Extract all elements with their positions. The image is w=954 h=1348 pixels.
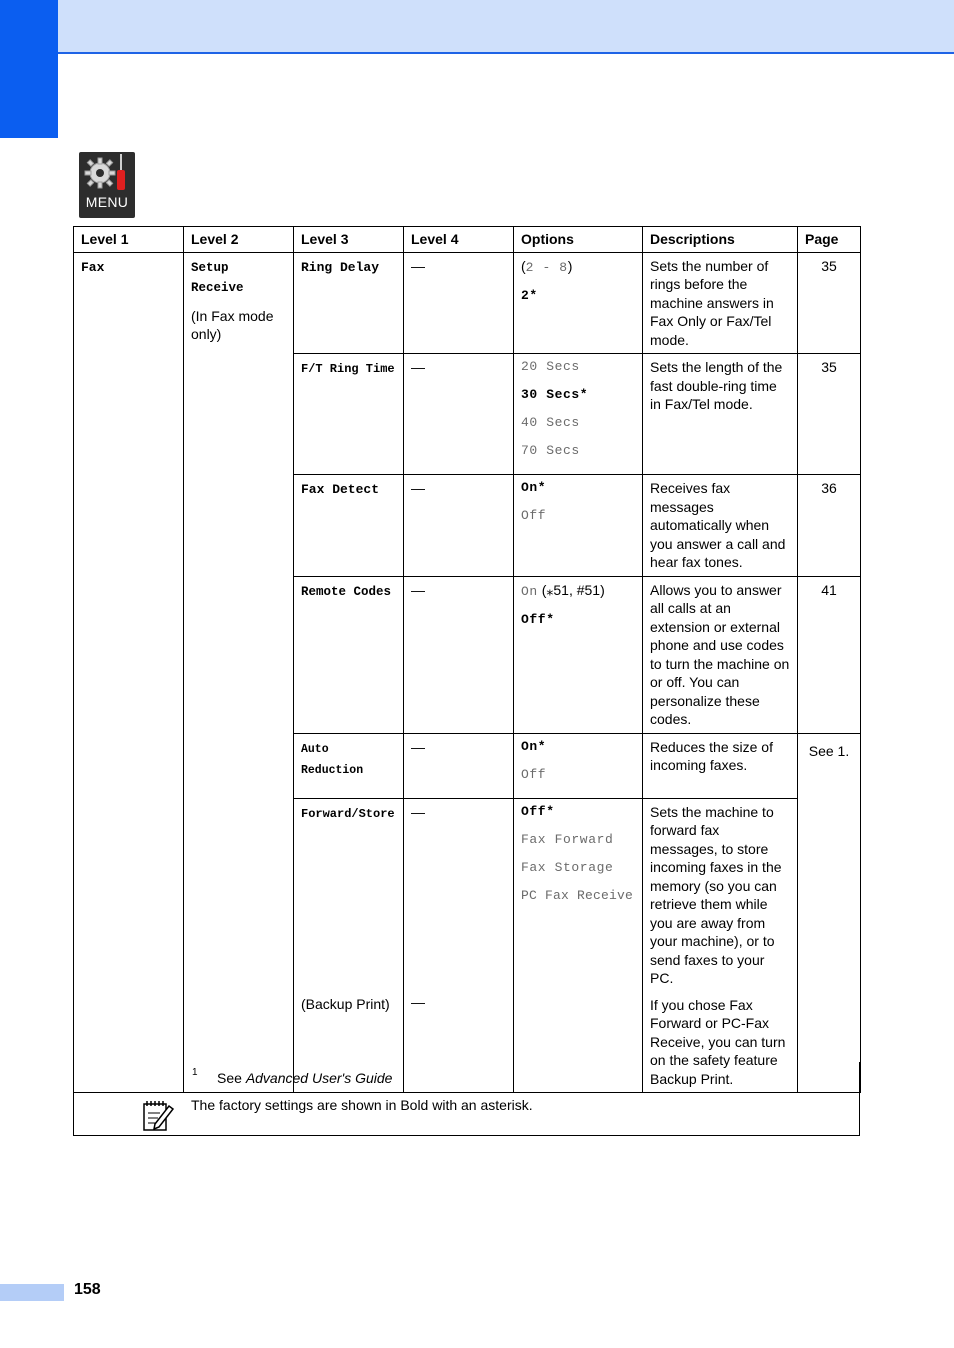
option-item: On (⁎51, #51) bbox=[521, 581, 605, 599]
option-item: 2* bbox=[521, 287, 538, 303]
level4-cell: — bbox=[404, 354, 514, 475]
options-cell bbox=[514, 354, 643, 475]
level1-cell bbox=[74, 252, 184, 1093]
header-page: Page bbox=[798, 227, 861, 253]
level3-cell bbox=[294, 733, 404, 798]
level1-fax: Fax bbox=[81, 259, 105, 275]
options-cell bbox=[514, 576, 643, 733]
option-item: Off bbox=[521, 508, 547, 523]
options-range: (2 - 8) bbox=[521, 257, 573, 275]
option-item: 20 Secs bbox=[521, 359, 580, 374]
header-level2: Level 2 bbox=[184, 227, 294, 253]
level2-setup-receive: Setup Receive bbox=[191, 260, 244, 295]
header-options: Options bbox=[514, 227, 643, 253]
gear-screwdriver-icon bbox=[79, 152, 135, 196]
note-text: The factory settings are shown in Bold with an asterisk. bbox=[191, 1097, 533, 1113]
level3-cell bbox=[294, 576, 404, 733]
settings-table bbox=[73, 226, 861, 1093]
option-item: Fax Forward bbox=[521, 831, 614, 847]
option-item: PC Fax Receive bbox=[521, 887, 634, 903]
header-descriptions: Descriptions bbox=[643, 227, 798, 253]
menu-icon bbox=[79, 152, 135, 218]
level2-note: (In Fax mode only) bbox=[191, 307, 274, 342]
level4-cell: — bbox=[404, 733, 514, 798]
description-cell: Allows you to answer all calls at an extension or external phone and use codes to turn the machine on or off. You can personalize these codes. bbox=[643, 576, 798, 733]
level4-cell: — — bbox=[404, 798, 514, 1093]
level2-cell bbox=[184, 252, 294, 1093]
chapter-tab bbox=[0, 0, 58, 138]
options-cell bbox=[514, 798, 643, 1093]
options-cell bbox=[514, 252, 643, 354]
table-row bbox=[74, 252, 861, 354]
header-level1: Level 1 bbox=[74, 227, 184, 253]
level4-backup-print: — bbox=[411, 994, 425, 1010]
option-item: 70 Secs bbox=[521, 443, 580, 458]
option-item: On* bbox=[521, 480, 547, 495]
level3-cell bbox=[294, 475, 404, 577]
menu-label: MENU bbox=[85, 194, 129, 210]
level3-cell bbox=[294, 252, 404, 354]
level4-cell: — bbox=[404, 252, 514, 354]
level3-auto-reduction: Auto Reduction bbox=[301, 742, 364, 777]
level3-ft-ring-time: F/T Ring Time bbox=[301, 362, 395, 376]
level3-remote-codes: Remote Codes bbox=[301, 584, 392, 599]
header-level3: Level 3 bbox=[294, 227, 404, 253]
page-cell: 41 bbox=[798, 576, 861, 733]
level3-ring-delay: Ring Delay bbox=[301, 259, 380, 275]
level3-cell bbox=[294, 798, 404, 1093]
level3-backup-print: (Backup Print) bbox=[301, 996, 390, 1012]
options-cell bbox=[514, 475, 643, 577]
header-level4: Level 4 bbox=[404, 227, 514, 253]
option-item: Fax Storage bbox=[521, 859, 614, 875]
table-header-row bbox=[74, 227, 861, 253]
description-cell: Reduces the size of incoming faxes. bbox=[643, 733, 798, 798]
note-box bbox=[73, 1092, 860, 1136]
page-cell: See 1. bbox=[798, 733, 861, 1093]
note-pencil-icon bbox=[141, 1098, 177, 1132]
page-cell: 35 bbox=[798, 252, 861, 354]
description-cell: Receives fax messages automatically when you answer a call and hear fax tones. bbox=[643, 475, 798, 577]
page-tab bbox=[0, 1284, 64, 1301]
option-item: Off bbox=[521, 766, 547, 782]
description-cell: Sets the number of rings before the machine answers in Fax Only or Fax/Tel mode. bbox=[643, 252, 798, 354]
option-item: 30 Secs* bbox=[521, 387, 589, 402]
footnote-marker: 1 bbox=[192, 1067, 198, 1078]
footnote bbox=[73, 1062, 860, 1093]
page-cell: 35 bbox=[798, 354, 861, 475]
level3-forward-store: Forward/Store bbox=[301, 806, 395, 821]
option-item: 40 Secs bbox=[521, 415, 580, 430]
header-band bbox=[0, 0, 954, 54]
level4-cell: — bbox=[404, 475, 514, 577]
page-cell: 36 bbox=[798, 475, 861, 577]
option-item: On* bbox=[521, 738, 547, 754]
description-cell: Sets the machine to forward fax messages, to store incoming faxes in the memory (so you can retrieve them while you are away from your machine), or to send faxes to your PC. If you chose Fax Forward or PC-Fax Receive, you can turn on the safety feature Backup Print. bbox=[643, 798, 798, 1093]
level3-fax-detect: Fax Detect bbox=[301, 482, 380, 497]
description-cell: Sets the length of the fast double-ring time in Fax/Tel mode. bbox=[643, 354, 798, 475]
footnote-text: See Advanced User's Guide bbox=[217, 1070, 393, 1086]
option-item: Off* bbox=[521, 803, 555, 819]
level3-cell bbox=[294, 354, 404, 475]
backup-print-description: If you chose Fax Forward or PC-Fax Receive, you can turn on the safety feature Backup Print. bbox=[650, 996, 786, 1087]
options-cell bbox=[514, 733, 643, 798]
level4-cell: — bbox=[404, 576, 514, 733]
page-number: 158 bbox=[74, 1281, 101, 1298]
option-item: Off* bbox=[521, 611, 555, 627]
